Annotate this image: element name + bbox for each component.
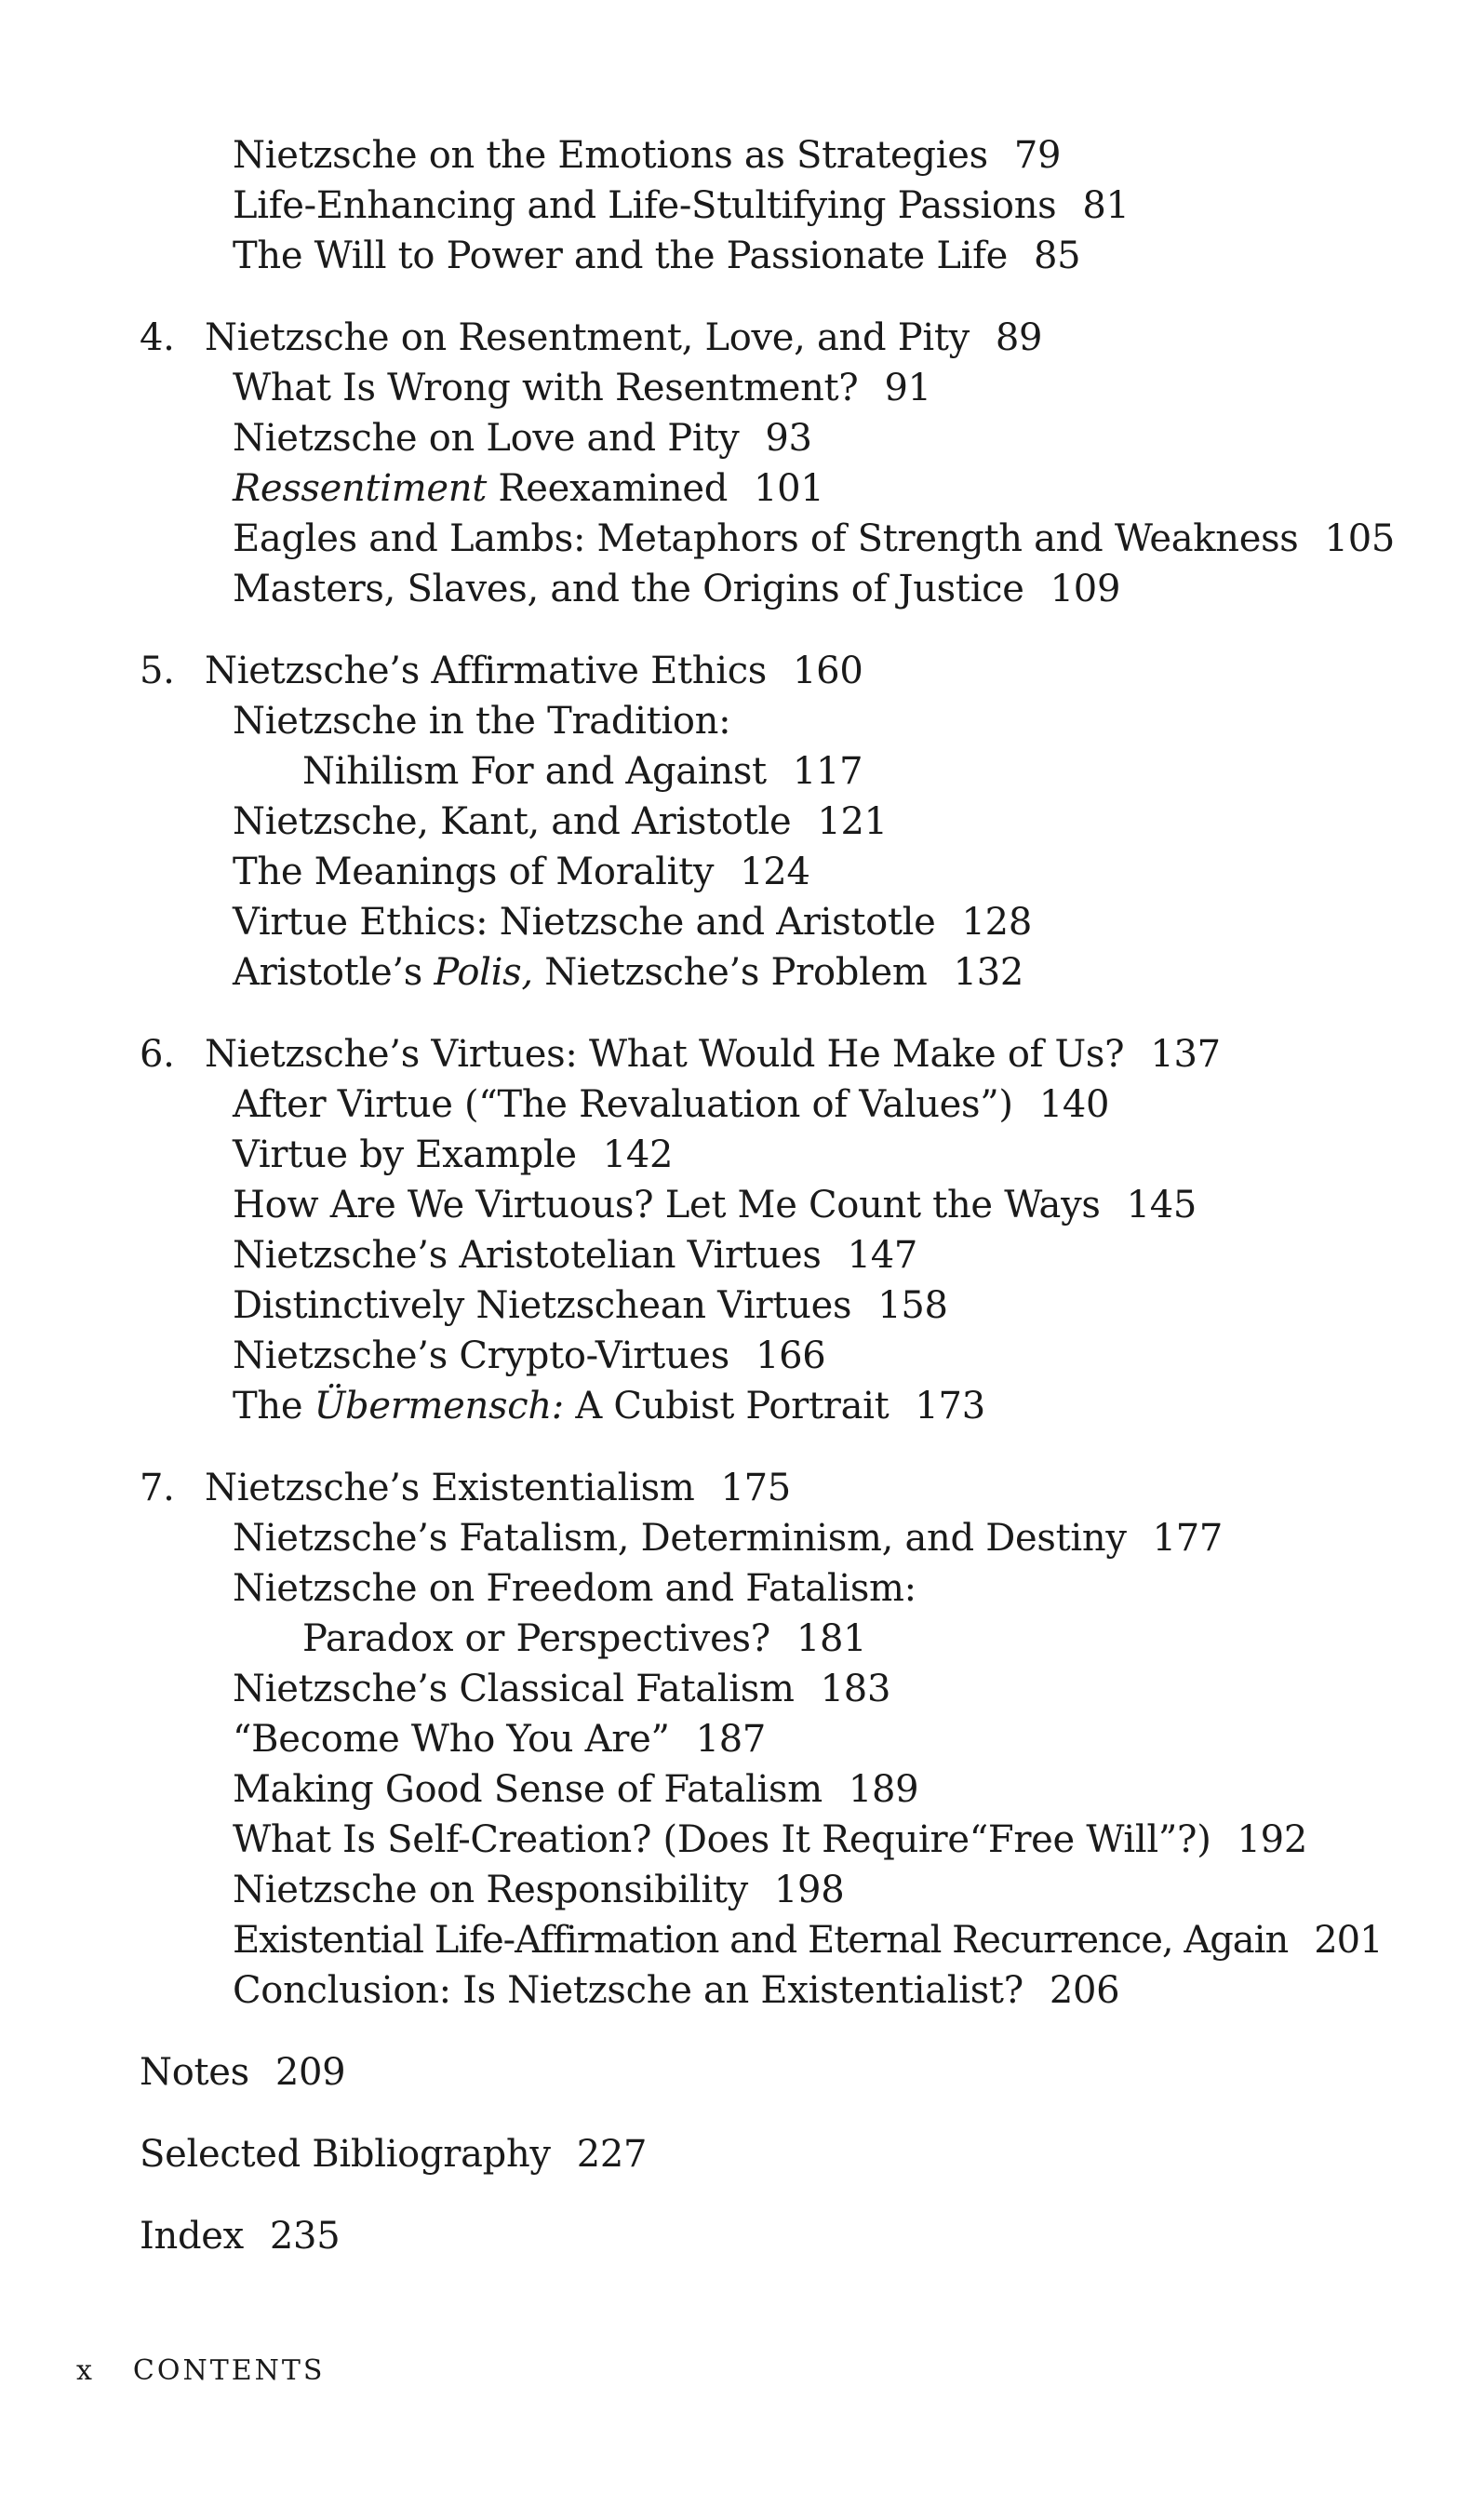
entry-title: Virtue Ethics: Nietzsche and Aristotle [233, 901, 936, 944]
chapter-page: 160 [793, 650, 863, 692]
entry-page: 117 [792, 750, 863, 793]
entry-page: 206 [1049, 1969, 1120, 2012]
chapter-number: 4. [140, 316, 175, 359]
toc-entry [233, 1280, 948, 1331]
entry-page: 101 [754, 467, 824, 510]
entry-page: 81 [1082, 184, 1130, 227]
entry-title: Index [140, 2215, 244, 2258]
entry-title: Nietzsche’s Problem [532, 951, 928, 994]
entry-title: The Will to Power and the Passionate Life [233, 235, 1008, 277]
chapter-page: 89 [995, 316, 1043, 359]
running-head: CONTENTS [132, 2354, 326, 2387]
entry-page: 181 [796, 1617, 867, 1660]
toc-entry [233, 130, 1061, 181]
toc-entry [233, 1331, 825, 1381]
entry-title: Nietzsche’s Aristotelian Virtues [233, 1234, 822, 1277]
entry-title: Eagles and Lambs: Metaphors of Strength and Weakness [233, 517, 1299, 560]
toc-entry-index [140, 2211, 340, 2261]
toc-entry [233, 413, 812, 463]
chapter-heading [140, 646, 863, 696]
toc-entry [233, 1563, 916, 1614]
entry-title: A Cubist Portrait [563, 1385, 890, 1428]
chapter-number: 6. [140, 1033, 175, 1076]
entry-title-pre: Aristotle’s [233, 951, 435, 994]
entry-page: 209 [274, 2051, 346, 2094]
entry-page: 121 [817, 800, 888, 843]
toc-entry [233, 1513, 1223, 1563]
entry-page: 201 [1314, 1919, 1383, 1962]
chapter-heading [140, 1463, 791, 1513]
page-footer [76, 2354, 325, 2387]
entry-page: 147 [847, 1234, 918, 1277]
entry-title-italic: Übermensch: [314, 1385, 564, 1428]
entry-title-italic: Ressentiment [233, 467, 487, 510]
entry-title: What Is Self-Creation? (Does It Require“Free Will”?) [233, 1818, 1211, 1861]
chapter-title: Nietzsche’s Virtues: What Would He Make of Us? [205, 1033, 1125, 1076]
toc-entry [233, 514, 1395, 564]
entry-title: Masters, Slaves, and the Origins of Justice [233, 568, 1024, 610]
toc-entry [233, 1915, 1383, 1965]
entry-title: Existential Life-Affirmation and Eternal Recurrence, Again [233, 1919, 1289, 1962]
toc-entry [233, 1865, 844, 1915]
toc-entry [233, 1230, 917, 1280]
entry-title: Conclusion: Is Nietzsche an Existentialist? [233, 1969, 1023, 2012]
entry-page: 105 [1324, 517, 1395, 560]
entry-title: Paradox or Perspectives? [302, 1617, 770, 1660]
entry-title: Nietzsche on Freedom and Fatalism: [233, 1567, 916, 1610]
entry-title: Nietzsche in the Tradition: [233, 700, 731, 743]
toc-entry [233, 1381, 985, 1431]
toc-entry [233, 1180, 1197, 1230]
entry-title: Notes [140, 2051, 249, 2094]
toc-entry [233, 363, 931, 413]
toc-entry-bibliography [140, 2129, 647, 2179]
chapter-number: 5. [140, 650, 175, 692]
entry-title: Distinctively Nietzschean Virtues [233, 1284, 852, 1327]
chapter-page: 175 [720, 1467, 791, 1509]
entry-title: Selected Bibliography [140, 2133, 551, 2176]
chapter-number: 7. [140, 1467, 175, 1509]
toc-entry [233, 1815, 1307, 1865]
toc-entry [233, 1664, 890, 1714]
entry-page: 235 [269, 2215, 341, 2258]
chapter-heading [140, 1029, 1221, 1079]
entry-page: 93 [765, 417, 812, 460]
toc-entry [233, 947, 1023, 998]
entry-title: The Meanings of Morality [233, 851, 715, 893]
entry-title: After Virtue (“The Revaluation of Values”) [233, 1083, 1013, 1126]
toc-entry [233, 696, 730, 746]
entry-title: Nietzsche’s Classical Fatalism [233, 1668, 795, 1710]
toc-entry-continuation [302, 1614, 866, 1664]
entry-title: Nietzsche’s Fatalism, Determinism, and Destiny [233, 1517, 1127, 1560]
entry-page: 142 [602, 1133, 674, 1176]
entry-page: 183 [820, 1668, 891, 1710]
chapter-heading [140, 313, 1042, 363]
entry-title: Nietzsche, Kant, and Aristotle [233, 800, 792, 843]
toc-entry [233, 1714, 766, 1764]
toc-entry-continuation [302, 746, 863, 797]
entry-page: 91 [884, 367, 931, 409]
entry-page: 109 [1050, 568, 1121, 610]
toc-entry [233, 231, 1080, 281]
entry-title: Nietzsche on Love and Pity [233, 417, 740, 460]
toc-entry [233, 897, 1032, 947]
entry-title: Life-Enhancing and Life-Stultifying Passions [233, 184, 1057, 227]
toc-entry [233, 1965, 1119, 2016]
toc-entry [233, 847, 810, 897]
entry-page: 189 [848, 1768, 919, 1811]
entry-page: 140 [1038, 1083, 1110, 1126]
entry-title: Reexamined [486, 467, 729, 510]
toc-entry [233, 564, 1120, 614]
entry-page: 145 [1126, 1184, 1197, 1226]
entry-title: What Is Wrong with Resentment? [233, 367, 859, 409]
entry-page: 132 [953, 951, 1024, 994]
entry-title: How Are We Virtuous? Let Me Count the Ways [233, 1184, 1101, 1226]
toc-entry [233, 1079, 1109, 1130]
entry-title-italic: Polis, [434, 951, 533, 994]
entry-page: 177 [1152, 1517, 1224, 1560]
toc-entry [233, 181, 1130, 231]
entry-page: 198 [773, 1869, 845, 1911]
entry-title: Nietzsche on the Emotions as Strategies [233, 134, 988, 177]
entry-page: 79 [1013, 134, 1062, 177]
toc-entry [233, 797, 888, 847]
entry-page: 192 [1237, 1818, 1307, 1861]
chapter-title: Nietzsche’s Affirmative Ethics [205, 650, 768, 692]
entry-page: 128 [961, 901, 1032, 944]
entry-page: 227 [576, 2133, 648, 2176]
entry-page: 124 [740, 851, 810, 893]
chapter-title: Nietzsche’s Existentialism [205, 1467, 695, 1509]
toc-entry-notes [140, 2047, 345, 2098]
entry-title: Making Good Sense of Fatalism [233, 1768, 823, 1811]
entry-title: “Become Who You Are” [233, 1718, 670, 1761]
folio-number: x [76, 2354, 92, 2387]
entry-page: 166 [755, 1334, 826, 1377]
chapter-page: 137 [1150, 1033, 1221, 1076]
entry-title: Nietzsche on Responsibility [233, 1869, 748, 1911]
entry-page: 85 [1033, 235, 1081, 277]
chapter-title: Nietzsche on Resentment, Love, and Pity [205, 316, 970, 359]
entry-page: 187 [695, 1718, 767, 1761]
entry-title-pre: The [233, 1385, 314, 1428]
entry-page: 173 [915, 1385, 985, 1428]
entry-page: 158 [877, 1284, 948, 1327]
toc-entry [233, 1130, 673, 1180]
toc-entry [233, 1764, 918, 1815]
entry-title: Nietzsche’s Crypto-Virtues [233, 1334, 729, 1377]
toc-entry [233, 463, 823, 514]
entry-title: Virtue by Example [233, 1133, 577, 1176]
entry-title: Nihilism For and Against [302, 750, 767, 793]
